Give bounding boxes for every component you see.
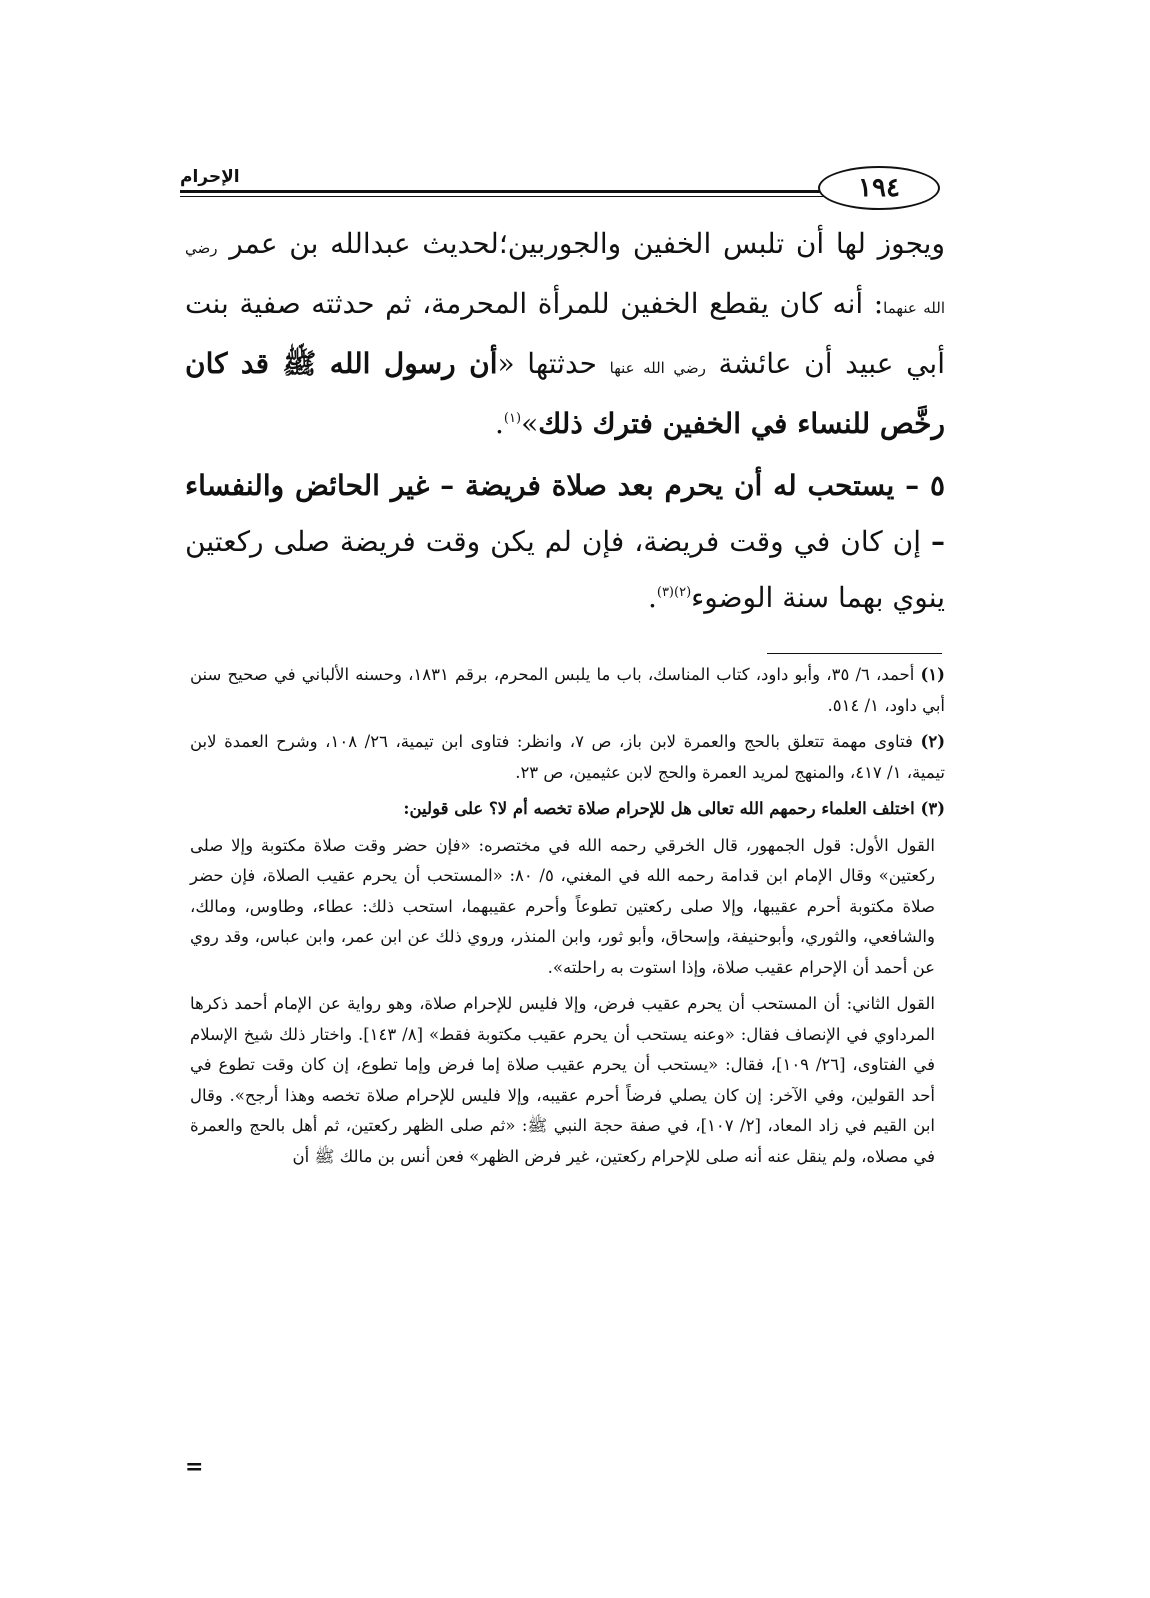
p1-text-c: حدثتها «	[497, 347, 610, 380]
p1-text-b: : أنه كان يقطع الخفين للمرأة المحرمة، ثم حدثته صفية بنت أبي عبيد أن عائشة	[185, 287, 945, 380]
honorific-1: رضي الله عنهما	[185, 239, 945, 317]
footnote-ref-1[interactable]: (١)	[503, 411, 522, 426]
footnote-3	[190, 794, 945, 825]
footnote-separator	[767, 653, 942, 654]
header-rule-thin	[180, 196, 828, 197]
footnote-1-text: أحمد، ٦/ ٣٥، وأبو داود، كتاب المناسك، باب ما يلبس المحرم، برقم ١٨٣١، وحسنه الألباني في صحيح سنن أبي داود، ١/ ٥١٤.	[190, 665, 945, 715]
p1-end: .	[495, 407, 504, 440]
p2-end: .	[647, 581, 657, 614]
footnote-3-text: اختلف العلماء رحمهم الله تعالى هل للإحرام صلاة تخصه أم لا؟ على قولين:	[403, 799, 921, 818]
chapter-title: الإحرام	[180, 167, 240, 187]
footnote-3-first-opinion: القول الأول: قول الجمهور، قال الخرقي رحمه الله في مختصره: «فإن حضر وقت صلاة مكتوبة وإلا صلى ركعتين» وقال الإمام ابن قدامة رحمه الله في المغني، ٥/ ٨٠: «المستحب أن يحرم عقيب الصلاة، فإن حضر صلاة مكتوبة أحرم عقيبها، وإلا صلى ركعتين تطوعاً وأحرم عقيبهما، استحب ذلك: عطاء، وطاوس، ومالك، والشافعي، والثوري، وأبوحنيفة، وإسحاق، وأبو ثور، وابن المنذر، وروي ذلك عن ابن عمر، وابن عباس، وقد روي عن أحمد أن الإحرام عقيب صلاة، وإذا استوت به راحلته».	[190, 835, 935, 977]
p1-text-a: ويجوز لها أن تلبس الخفين والجوربين؛لحديث عبدالله بن عمر	[217, 227, 945, 260]
header-rule	[180, 190, 828, 193]
footnote-2	[190, 727, 945, 788]
footnote-2-number: (٢)	[920, 732, 945, 751]
honorific-2: رضي الله عنها	[609, 359, 706, 377]
hadith-quote: أن رسول الله ﷺ قد كان رخَّص للنساء في الخفين فترك ذلك	[185, 347, 945, 440]
page-number: ١٩٤	[818, 166, 940, 210]
footnote-ref-2-3[interactable]: (٢)(٣)	[656, 585, 692, 600]
footnotes	[190, 660, 945, 1178]
footnote-3-second-opinion: القول الثاني: أن المستحب أن يحرم عقيب فرض، وإلا فليس للإحرام صلاة، وهو رواية عن الإمام أحمد ذكرها المرداوي في الإنصاف فقال: «وعنه يستحب أن يحرم عقيب مكتوبة فقط» [٨/ ١٤٣]. واختار ذلك شيخ الإسلام في الفتاوى، [٢٦/ ١٠٩]، فقال: «يستحب أن يحرم عقيب صلاة إما فرض وإما تطوع، إن كان وقت تطوع في أحد القولين، وفي الآخر: إن كان يصلي فرضاً أحرم عقيبه، وإلا فليس للإحرام صلاة تخصه وهذا أرجح». وقال ابن القيم في زاد المعاد، [٢/ ١٠٧]، في صفة حجة النبي ﷺ: «ثم صلى الظهر ركعتين، ثم أهل بالحج والعمرة في مصلاه، ولم ينقل عنه أنه صلى للإحرام ركعتين، غير فرض الظهر» فعن أنس بن مالك ﷺ أن	[190, 994, 936, 1166]
p2-text: إن كان في وقت فريضة، فإن لم يكن وقت فريضة صلى ركعتين ينوي بهما سنة الوضوء	[185, 525, 945, 614]
item-5-heading: ٥ – يستحب له أن يحرم بعد صلاة فريضة – غير الحائض والنفساء –	[185, 469, 945, 558]
footnote-1-number: (١)	[920, 665, 945, 684]
paragraph-2	[185, 458, 945, 626]
main-text	[185, 216, 945, 626]
footnote-2-text: فتاوى مهمة تتعلق بالحج والعمرة لابن باز، ص ٧، وانظر: فتاوى ابن تيمية، ٢٦/ ١٠٨، وشرح العمدة لابن تيمية، ١/ ٤١٧، والمنهج لمريد العمرة والحج لابن عثيمين، ص ٢٣.	[190, 732, 945, 782]
paragraph-1	[185, 216, 945, 452]
footnote-1	[190, 660, 945, 721]
page-header	[180, 163, 940, 213]
p1-text-d: »	[521, 407, 539, 440]
footnote-3-number: (٣)	[920, 799, 945, 818]
continuation-mark: =	[185, 1454, 204, 1480]
